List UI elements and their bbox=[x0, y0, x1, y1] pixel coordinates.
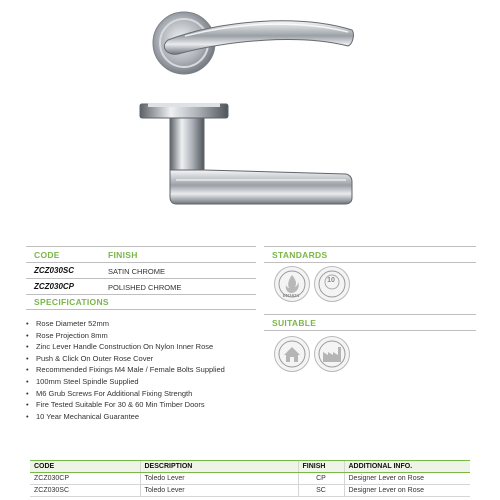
table-row bbox=[30, 473, 470, 485]
spec-item: • Recommended Fixings M4 Male / Female Bolts Supplied bbox=[26, 364, 266, 376]
spec-item: • M6 Grub Screws For Additional Fixing Strength bbox=[26, 388, 266, 400]
standards-header: STANDARDS bbox=[272, 250, 328, 260]
table-cell-code: ZCZ030SC bbox=[30, 485, 140, 497]
table-row bbox=[30, 485, 470, 497]
spec-item: • 10 Year Mechanical Guarantee bbox=[26, 411, 266, 423]
table-cell-additional-info: Designer Lever on Rose bbox=[344, 473, 470, 485]
standards-top-rule bbox=[264, 246, 476, 247]
table-cell-finish: SC bbox=[298, 485, 344, 497]
finish-header: FINISH bbox=[108, 250, 138, 260]
specifications-rule bbox=[26, 309, 256, 310]
domestic-use-icon bbox=[274, 336, 310, 372]
lever-side-view bbox=[140, 103, 352, 204]
table-cell-description: Toledo Lever bbox=[140, 473, 298, 485]
spec-item: • 100mm Steel Spindle Supplied bbox=[26, 376, 266, 388]
commercial-use-icon bbox=[314, 336, 350, 372]
suitable-header: SUITABLE bbox=[272, 318, 317, 328]
finish-code: ZCZ030SC bbox=[34, 266, 75, 275]
spec-item: • Rose Projection 8mm bbox=[26, 330, 266, 342]
finish-name: SATIN CHROME bbox=[108, 267, 165, 276]
lever-front-view bbox=[153, 12, 353, 74]
finish-name: POLISHED CHROME bbox=[108, 283, 182, 292]
ten-year-guarantee-icon bbox=[314, 266, 350, 302]
finish-code: ZCZ030CP bbox=[34, 282, 75, 291]
product-table bbox=[30, 460, 470, 497]
finish-row-rule bbox=[26, 278, 256, 279]
column-header-additional-info: ADDITIONAL INFO. bbox=[344, 461, 470, 473]
spec-item: • Fire Tested Suitable For 30 & 60 Min Timber Doors bbox=[26, 399, 266, 411]
ten-year-guarantee-number: 10 bbox=[327, 277, 335, 284]
fire-door-standard-label: EN1634 bbox=[282, 293, 300, 298]
table-cell-finish: CP bbox=[298, 473, 344, 485]
finish-code-header: CODE bbox=[34, 250, 60, 260]
spec-item: • Push & Click On Outer Rose Cover bbox=[26, 353, 266, 365]
spec-item: • Rose Diameter 52mm bbox=[26, 318, 266, 330]
table-cell-code: ZCZ030CP bbox=[30, 473, 140, 485]
specifications-header: SPECIFICATIONS bbox=[34, 297, 109, 307]
finish-header-rule bbox=[26, 262, 256, 263]
suitable-rule bbox=[264, 330, 476, 331]
suitable-top-rule bbox=[264, 314, 476, 315]
table-header-row bbox=[30, 461, 470, 473]
product-images bbox=[0, 0, 500, 220]
spec-item: • Zinc Lever Handle Construction On Nylon Inner Rose bbox=[26, 341, 266, 353]
finish-row-rule bbox=[26, 294, 256, 295]
column-header-finish: FINISH bbox=[298, 461, 344, 473]
column-header-code: CODE bbox=[30, 461, 140, 473]
column-header-description: DESCRIPTION bbox=[140, 461, 298, 473]
specifications-list bbox=[26, 318, 266, 422]
table-cell-description: Toledo Lever bbox=[140, 485, 298, 497]
finish-top-rule bbox=[26, 246, 256, 247]
table-cell-additional-info: Designer Lever on Rose bbox=[344, 485, 470, 497]
standards-rule bbox=[264, 262, 476, 263]
